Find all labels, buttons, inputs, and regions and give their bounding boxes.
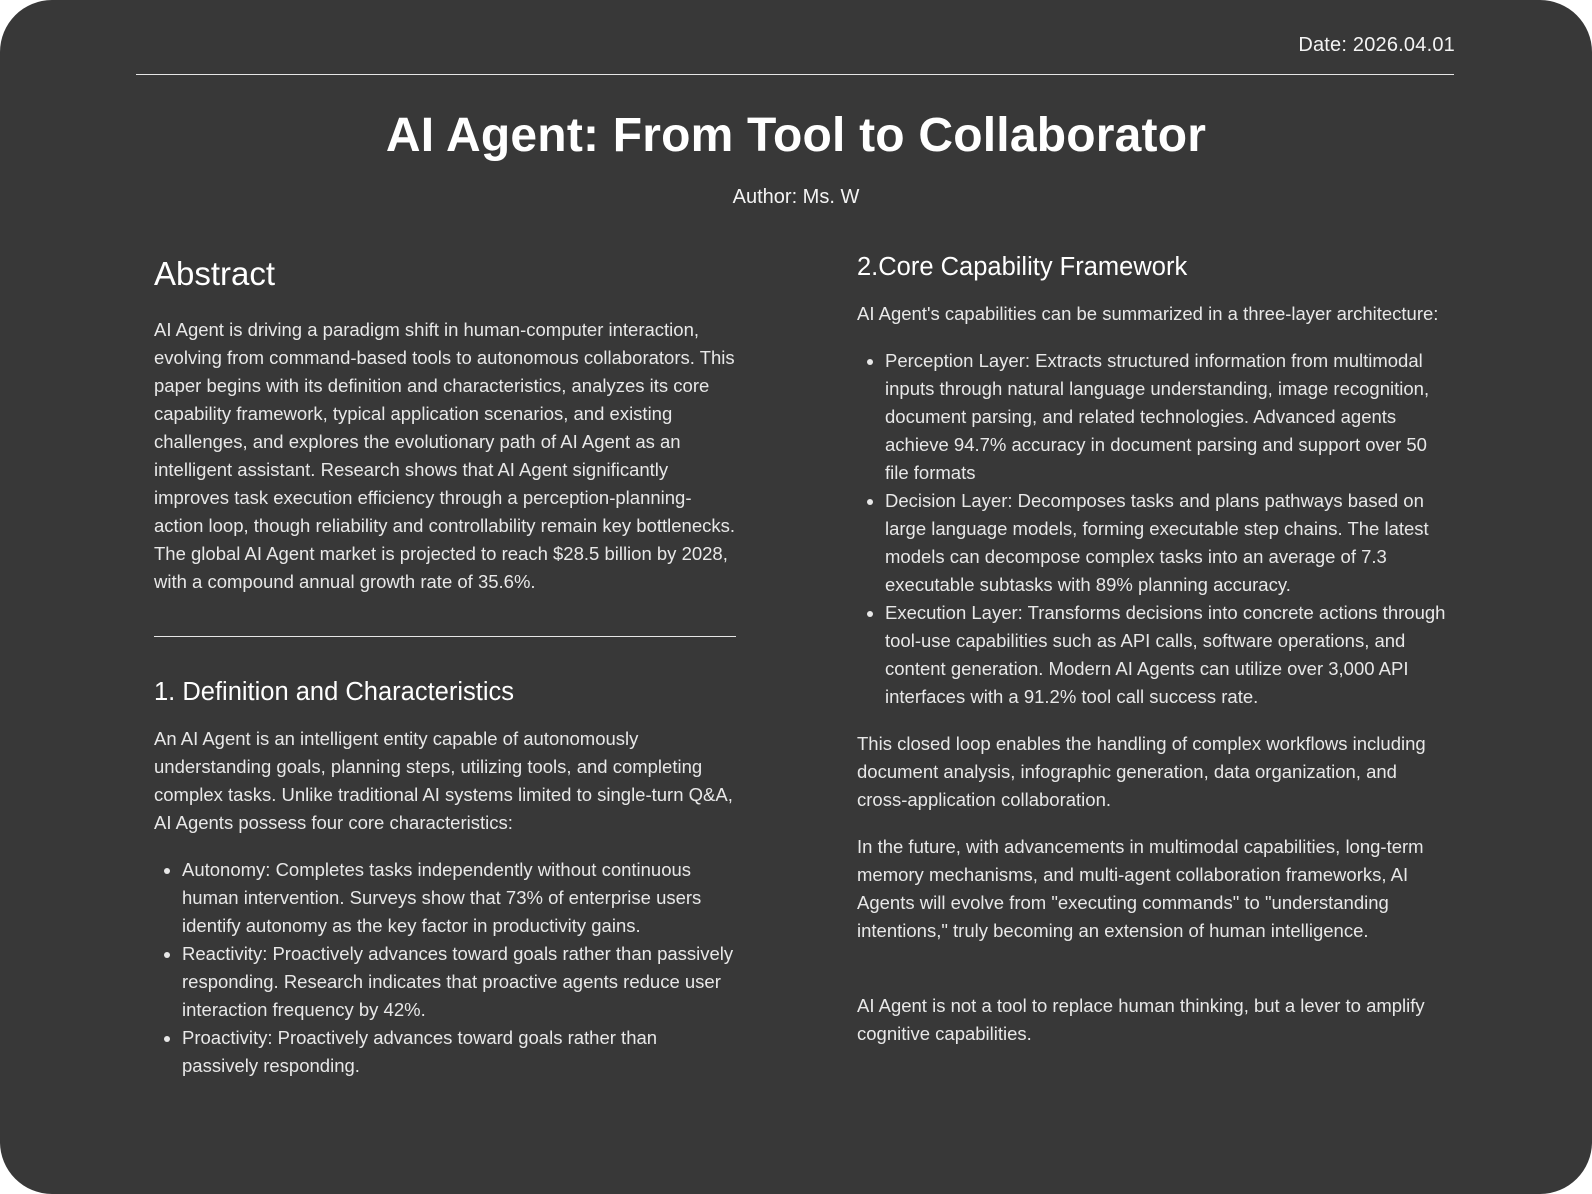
section2-paragraph-closed-loop: This closed loop enables the handling of complex workflows including document analysis, infographic generation, data organization, and cross-application collaboration.	[857, 733, 1426, 810]
characteristics-list	[154, 856, 736, 1080]
list-item: • Execution Layer: Transforms decisions into concrete actions through tool-use capabilities such as API calls, software operations, and content generation. Modern AI Agents can utilize over 3,000 API interfaces with a 91.2% tool call success rate.	[885, 599, 1447, 711]
list-item: • Autonomy: Completes tasks independently without continuous human intervention. Surveys show that 73% of enterprise users identify autonomy as the key factor in productivity gains.	[182, 856, 736, 940]
header-divider	[136, 74, 1454, 75]
paragraph-spacer	[857, 964, 1447, 992]
list-item: • Perception Layer: Extracts structured information from multimodal inputs through natural language understanding, image recognition, document parsing, and related technologies. Advanced agents achieve 94.7% accuracy in document parsing and support over 50 file formats	[885, 347, 1447, 487]
section2-paragraph-future: In the future, with advancements in multimodal capabilities, long-term memory mechanisms, and multi-agent collaboration frameworks, AI Agents will evolve from "executing commands" to "understanding intentions," truly becoming an extension of human intelligence.	[857, 836, 1424, 941]
paper-title: AI Agent: From Tool to Collaborator	[385, 109, 1207, 162]
abstract-text: AI Agent is driving a paradigm shift in human-computer interaction, evolving from command-based tools to autonomous collaborators. This paper begins with its definition and characteristics, analyzes its core capability framework, typical application scenarios, and existing challenges, and explores the evolutionary path of AI Agent as an intelligent assistant. Research shows that AI Agent significantly improves task execution efficiency through a perception-planning-action loop, though reliability and controllability remain key bottlenecks. The global AI Agent market is projected to reach $28.5 billion by 2028, with a compound annual growth rate of 35.6%.	[154, 319, 736, 592]
section2-intro: AI Agent's capabilities can be summarized in a three-layer architecture:	[857, 303, 1439, 324]
section1-intro: An AI Agent is an intelligent entity capable of autonomously understanding goals, planning steps, utilizing tools, and completing complex tasks. Unlike traditional AI systems limited to single-turn Q&A, AI Agents possess four core characteristics:	[154, 728, 733, 833]
list-item: • Reactivity: Proactively advances toward goals rather than passively responding. Research indicates that proactive agents reduce user interaction frequency by 42%.	[182, 940, 736, 1024]
section1-heading: 1. Definition and Characteristics	[154, 678, 515, 706]
list-item: • Decision Layer: Decomposes tasks and plans pathways based on large language models, forming executable step chains. The latest models can decompose complex tasks into an average of 7.3 executable subtasks with 89% planning accuracy.	[885, 487, 1447, 599]
section-divider	[154, 636, 736, 637]
abstract-heading: Abstract	[154, 255, 276, 292]
section2-heading: 2.Core Capability Framework	[857, 253, 1188, 281]
capability-layers-list	[857, 347, 1447, 711]
closing-statement: AI Agent is not a tool to replace human thinking, but a lever to amplify cognitive capabilities.	[857, 995, 1425, 1044]
date-label: Date: 2026.04.01	[1298, 34, 1455, 56]
author-label: Author: Ms. W	[732, 186, 860, 208]
left-column	[154, 252, 736, 1099]
list-item: • Proactivity: Proactively advances toward goals rather than passively responding.	[182, 1024, 736, 1080]
right-column	[857, 250, 1447, 1048]
